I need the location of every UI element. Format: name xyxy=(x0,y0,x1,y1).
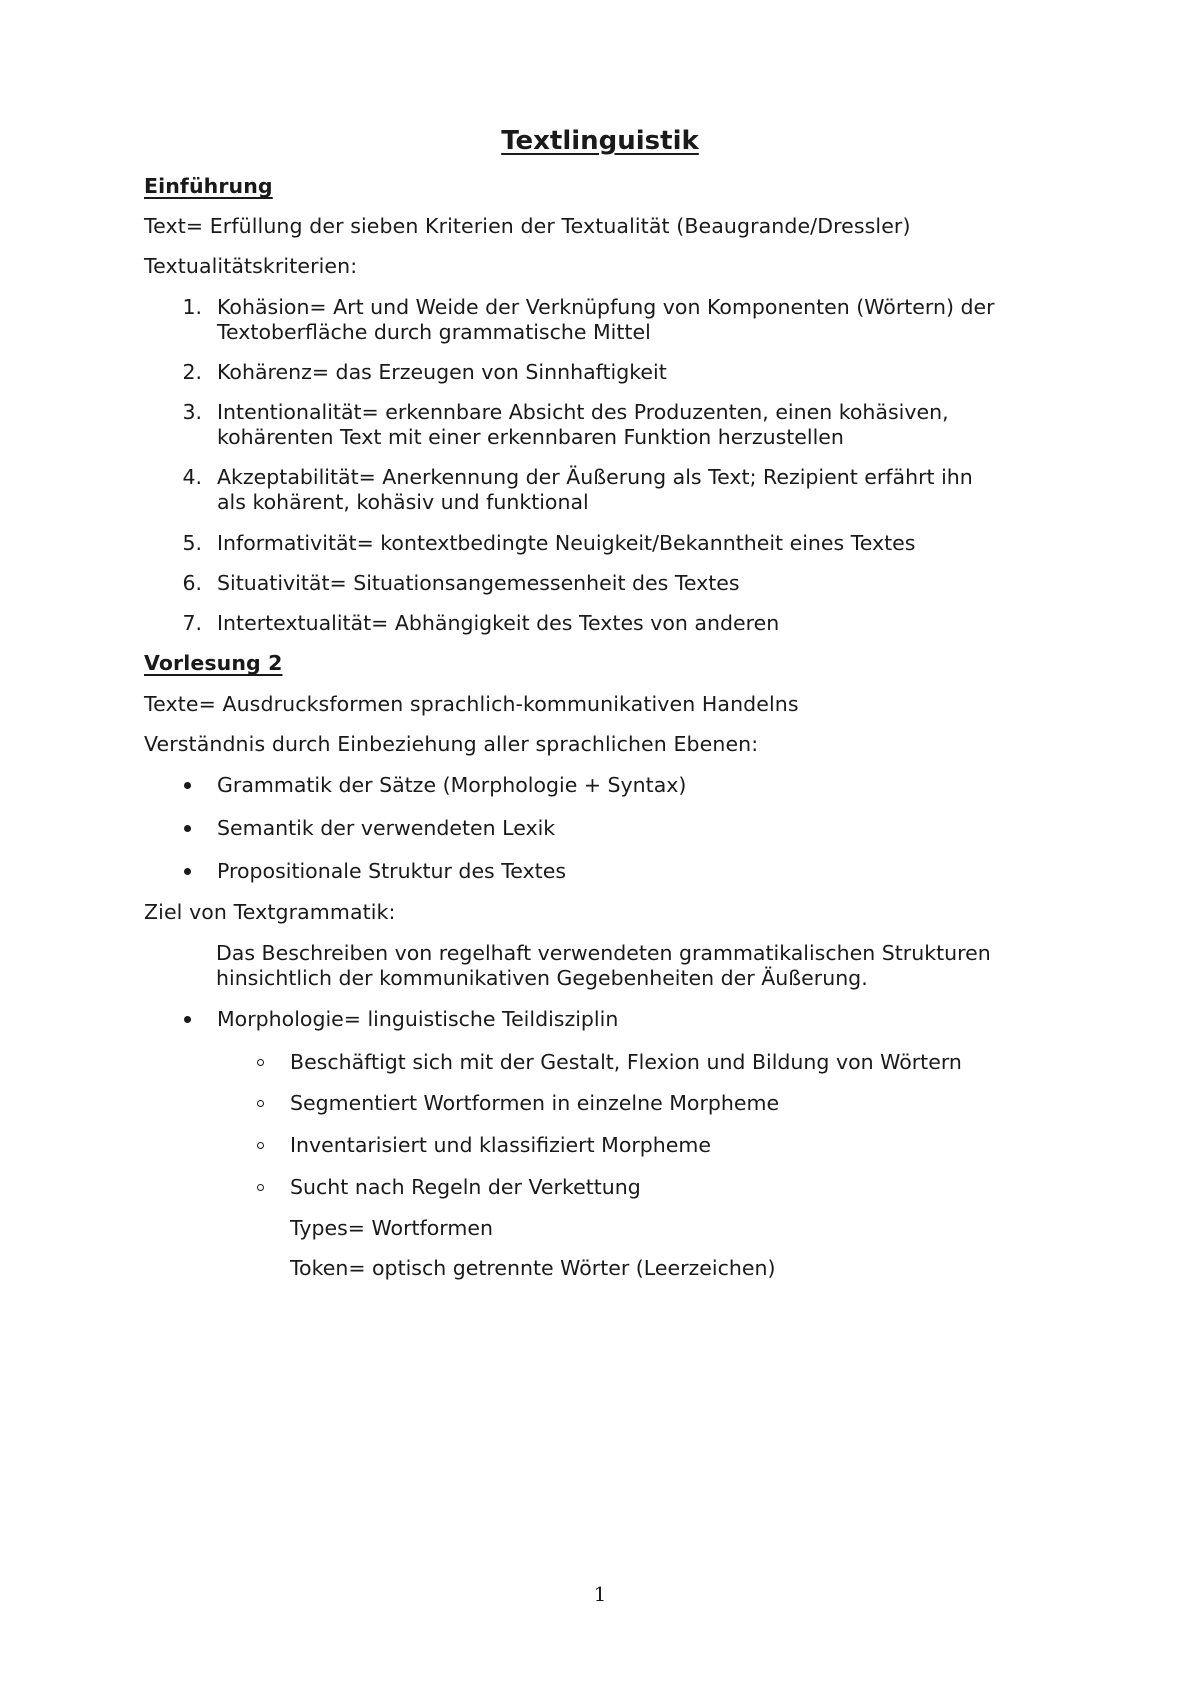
list-number: 7. xyxy=(182,611,202,635)
page-title: Textlinguistik xyxy=(501,126,699,156)
page-number: 1 xyxy=(593,1582,607,1606)
circle-bullet-icon xyxy=(257,1100,264,1107)
heading-vorlesung-2: Vorlesung 2 xyxy=(144,651,283,675)
list-item-text: Intentionalität= erkennbare Absicht des Produzenten, einen kohäsiven, xyxy=(217,400,949,424)
bullet-item-text: Semantik der verwendeten Lexik xyxy=(217,816,556,840)
list-item-text: Intertextualität= Abhängigkeit des Textes von anderen xyxy=(217,611,780,635)
sub-line-text: Types= Wortformen xyxy=(290,1216,493,1240)
list-number: 3. xyxy=(182,400,202,424)
list-item-text: kohärenten Text mit einer erkennbaren Funktion herzustellen xyxy=(217,425,844,449)
sub-item-text: Sucht nach Regeln der Verkettung xyxy=(290,1175,641,1199)
bullet-icon xyxy=(184,868,191,875)
paragraph-criteria-label: Textualitätskriterien: xyxy=(144,254,358,278)
sub-item-text: Inventarisiert und klassifiziert Morpheme xyxy=(290,1133,711,1157)
paragraph-text-definition: Text= Erfüllung der sieben Kriterien der Textualität (Beaugrande/Dressler) xyxy=(144,214,911,238)
bullet-icon xyxy=(184,825,191,832)
bullet-item-text: Morphologie= linguistische Teildisziplin xyxy=(217,1007,619,1031)
list-number: 4. xyxy=(182,465,202,489)
paragraph-texte-definition: Texte= Ausdrucksformen sprachlich-kommunikativen Handelns xyxy=(144,692,799,716)
list-item-text: Situativität= Situationsangemessenheit des Textes xyxy=(217,571,740,595)
list-number: 6. xyxy=(182,571,202,595)
bullet-icon xyxy=(184,782,191,789)
paragraph-verstaendnis: Verständnis durch Einbeziehung aller sprachlichen Ebenen: xyxy=(144,732,759,756)
list-number: 1. xyxy=(182,295,202,319)
indented-paragraph-line: Das Beschreiben von regelhaft verwendeten grammatikalischen Strukturen xyxy=(216,941,991,965)
indented-paragraph-line: hinsichtlich der kommunikativen Gegebenheiten der Äußerung. xyxy=(216,966,868,990)
list-number: 2. xyxy=(182,360,202,384)
paragraph-ziel-label: Ziel von Textgrammatik: xyxy=(144,900,396,924)
sub-item-text: Beschäftigt sich mit der Gestalt, Flexion und Bildung von Wörtern xyxy=(290,1050,962,1074)
heading-einfuehrung: Einführung xyxy=(144,174,273,198)
bullet-icon xyxy=(184,1016,191,1023)
circle-bullet-icon xyxy=(257,1142,264,1149)
list-item-text: Textoberfläche durch grammatische Mittel xyxy=(217,320,651,344)
list-item-text: Kohärenz= das Erzeugen von Sinnhaftigkeit xyxy=(217,360,667,384)
list-item-text: Akzeptabilität= Anerkennung der Äußerung als Text; Rezipient erfährt ihn xyxy=(217,465,973,489)
circle-bullet-icon xyxy=(257,1184,264,1191)
bullet-item-text: Grammatik der Sätze (Morphologie + Syntax) xyxy=(217,773,687,797)
sub-item-text: Segmentiert Wortformen in einzelne Morpheme xyxy=(290,1091,780,1115)
list-item-text: als kohärent, kohäsiv und funktional xyxy=(217,490,589,514)
list-item-text: Kohäsion= Art und Weide der Verknüpfung von Komponenten (Wörtern) der xyxy=(217,295,995,319)
sub-line-text: Token= optisch getrennte Wörter (Leerzeichen) xyxy=(290,1256,776,1280)
circle-bullet-icon xyxy=(257,1059,264,1066)
list-number: 5. xyxy=(182,531,202,555)
list-item-text: Informativität= kontextbedingte Neuigkeit/Bekanntheit eines Textes xyxy=(217,531,916,555)
bullet-item-text: Propositionale Struktur des Textes xyxy=(217,859,567,883)
